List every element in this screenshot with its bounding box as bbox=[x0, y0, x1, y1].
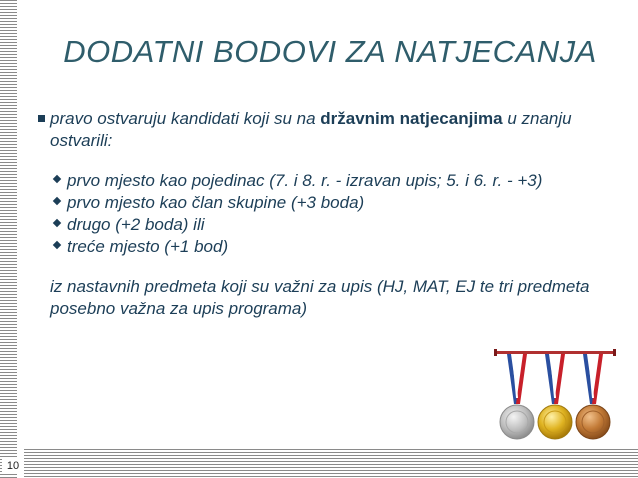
bottom-decorative-stripe bbox=[24, 449, 638, 478]
diamond-bullet-icon bbox=[53, 241, 61, 249]
main-bullet-text-after: u znanju ostvarili: bbox=[50, 109, 572, 150]
subjects-note: iz nastavnih predmeta koji su važni za upis (HJ, MAT, EJ te tri predmeta posebno važna za upis programa) bbox=[50, 277, 590, 318]
diamond-bullet-icon bbox=[53, 219, 61, 227]
sub-bullet-list bbox=[38, 170, 618, 258]
sub-bullet-item bbox=[38, 170, 618, 192]
sub-bullet-text: treće mjesto (+1 bod) bbox=[67, 237, 229, 256]
sub-bullet-item bbox=[38, 214, 618, 236]
sub-bullet-item bbox=[38, 192, 618, 214]
slide-number: 10 bbox=[2, 458, 24, 474]
medals-icon bbox=[494, 348, 616, 446]
slide-title: DODATNI BODOVI ZA NATJECANJA bbox=[63, 34, 597, 69]
main-bullet-text-before: pravo ostvaruju kandidati koji su na bbox=[50, 109, 321, 128]
silver-medal-icon bbox=[500, 354, 534, 439]
slide-content bbox=[38, 108, 618, 320]
square-bullet-icon bbox=[38, 115, 45, 122]
sub-bullet-text: drugo (+2 boda) ili bbox=[67, 215, 205, 234]
bronze-medal-icon bbox=[576, 354, 610, 439]
diamond-bullet-icon bbox=[53, 175, 61, 183]
sub-bullet-text: prvo mjesto kao pojedinac (7. i 8. r. - izravan upis; 5. i 6. r. - +3) bbox=[67, 171, 543, 190]
gold-medal-icon bbox=[538, 354, 572, 439]
left-decorative-stripe bbox=[0, 0, 17, 478]
diamond-bullet-icon bbox=[53, 197, 61, 205]
main-bullet bbox=[38, 108, 618, 152]
sub-bullet-item bbox=[38, 236, 618, 258]
main-bullet-bold-text: državnim natjecanjima bbox=[320, 109, 503, 128]
sub-bullet-text: prvo mjesto kao član skupine (+3 boda) bbox=[67, 193, 365, 212]
